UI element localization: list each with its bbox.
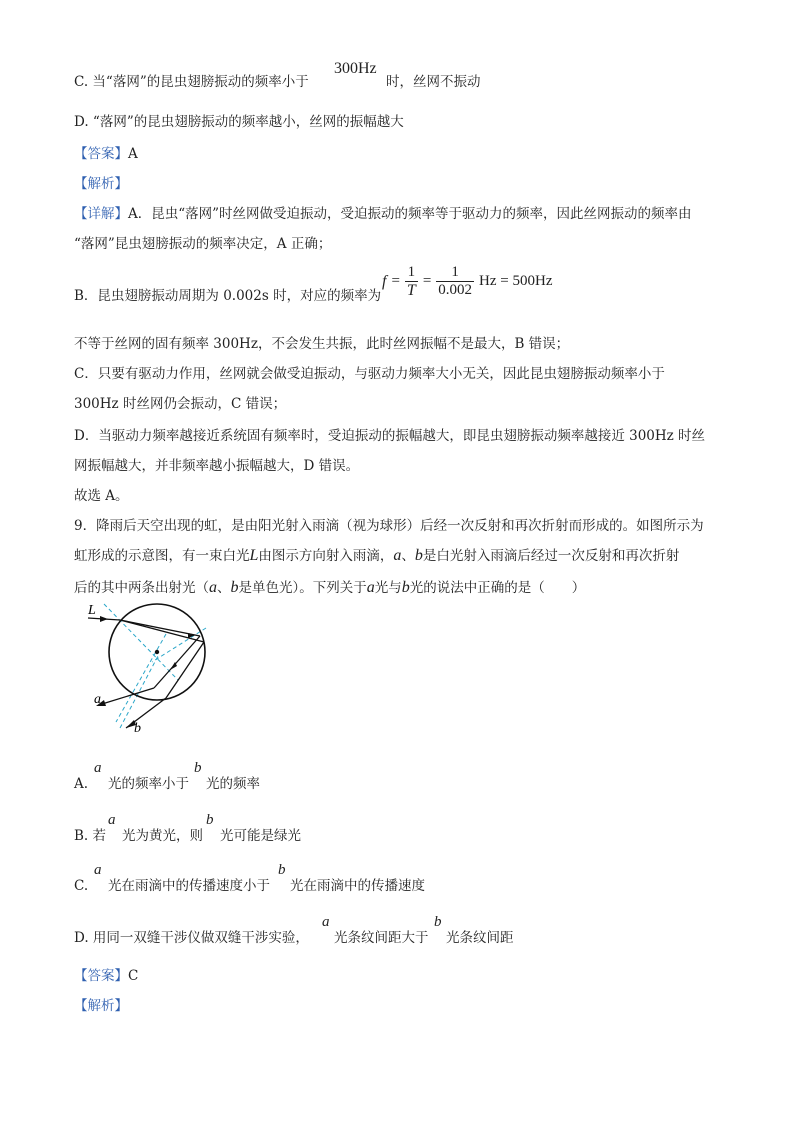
raindrop-diagram bbox=[80, 600, 220, 740]
q8-detail-a-line1 bbox=[74, 204, 692, 224]
frequency-formula bbox=[382, 264, 553, 299]
label-L: L bbox=[88, 603, 96, 618]
q9-option-a-tail: 光的频率 bbox=[206, 776, 260, 792]
stem-text: 光与 bbox=[374, 580, 402, 596]
detail-a-text: A．昆虫“落网”时丝网做受迫振动，受迫振动的频率等于驱动力的频率，因此丝网振动的频率由 bbox=[128, 206, 692, 222]
fraction-1-over-t bbox=[405, 264, 418, 299]
q9-option-d-tail: 光条纹间距 bbox=[446, 930, 514, 946]
q8-option-c-text: C. 当“落网”的昆虫翅膀振动的频率小于 bbox=[74, 74, 309, 90]
q9-analysis-tag: 【解析】 bbox=[74, 998, 128, 1014]
stem-text: 是单色光）。下列关于 bbox=[238, 580, 367, 596]
q8-answer bbox=[74, 144, 138, 164]
q8-detail-b-line2: 不等于丝网的固有频率 300Hz，不会发生共振，此时丝网振幅不是最大，B 错误； bbox=[74, 336, 570, 352]
answer-value: A bbox=[128, 146, 138, 162]
q9-option-b-text: 光为黄光，则 bbox=[122, 828, 203, 844]
q9-option-b-tail: 光可能是绿光 bbox=[220, 828, 301, 844]
stem-text: 后的其中两条出射光（ bbox=[74, 580, 209, 596]
q9-option-a-text: 光的频率小于 bbox=[108, 776, 189, 792]
var-a: a bbox=[393, 547, 402, 564]
var-b: b bbox=[194, 760, 202, 776]
q8-detail-d-line1: D．当驱动力频率越接近系统固有频率时，受迫振动的振幅越大，即昆虫翅膀振动频率越接近 300Hz 时丝 bbox=[74, 428, 706, 444]
q9-option-c-tail: 光在雨滴中的传播速度 bbox=[290, 878, 425, 894]
var-a: a bbox=[94, 760, 102, 776]
raindrop-center bbox=[155, 650, 159, 654]
q9-option-c: C. bbox=[74, 878, 89, 894]
var-a: a bbox=[322, 914, 330, 930]
q8-option-c bbox=[74, 72, 309, 92]
answer-value: C bbox=[128, 968, 139, 984]
q9-option-b: B. 若 bbox=[74, 828, 107, 844]
formula-eq: = bbox=[422, 273, 432, 289]
var-a: a bbox=[366, 579, 375, 596]
q8-option-c-tail: 时，丝网不振动 bbox=[386, 74, 481, 90]
q9-option-d-text: 光条纹间距大于 bbox=[334, 930, 429, 946]
var-b: b bbox=[206, 812, 214, 828]
fraction-denominator: T bbox=[406, 282, 416, 299]
q8-detail-c-line1: C．只要有驱动力作用，丝网就会做受迫振动，与驱动力频率大小无关，因此昆虫翅膀振动频率小于 bbox=[74, 366, 665, 382]
var-b: b bbox=[434, 914, 442, 930]
q8-detail-c-line2: 300Hz 时丝网仍会振动，C 错误； bbox=[74, 396, 287, 412]
var-b: b bbox=[278, 862, 286, 878]
q9-stem-line1: 9．降雨后天空出现的虹，是由阳光射入雨滴（视为球形）后经一次反射和再次折射而形成的。如图所示为 bbox=[74, 518, 704, 534]
q9-option-a: A. bbox=[74, 776, 89, 792]
q8-option-c-value: 300Hz bbox=[334, 60, 377, 77]
q9-option-d: D. 用同一双缝干涉仪做双缝干涉实验， bbox=[74, 930, 309, 946]
answer-tag: 【答案】 bbox=[74, 146, 128, 162]
stem-text: 虹形成的示意图，有一束白光 bbox=[74, 548, 250, 564]
formula-eq: = bbox=[391, 273, 400, 289]
var-b: b bbox=[401, 579, 410, 596]
fraction-numerator: 1 bbox=[405, 264, 418, 282]
stem-text: 由图示方向射入雨滴， bbox=[258, 548, 394, 564]
var-b: b bbox=[414, 547, 423, 564]
q9-stem-line2 bbox=[74, 546, 679, 566]
fraction-denominator: 0.002 bbox=[438, 282, 473, 298]
fraction-1-over-0002 bbox=[436, 264, 474, 299]
var-a: a bbox=[94, 862, 102, 878]
formula-result: Hz = 500Hz bbox=[479, 273, 553, 289]
q9-stem-line3 bbox=[74, 578, 585, 598]
q8-option-d: D. “落网”的昆虫翅膀振动的频率越小，丝网的振幅越大 bbox=[74, 114, 404, 130]
var-L: L bbox=[249, 547, 259, 564]
q9-answer bbox=[74, 966, 138, 986]
label-b: b bbox=[134, 721, 141, 736]
q8-detail-d-line2: 网振幅越大，并非频率越小振幅越大，D 错误。 bbox=[74, 458, 360, 474]
stem-text: 、 bbox=[217, 580, 231, 596]
light-rays bbox=[88, 618, 204, 728]
arrow-incident bbox=[100, 616, 108, 622]
label-a: a bbox=[94, 692, 101, 707]
q9-option-c-text: 光在雨滴中的传播速度小于 bbox=[108, 878, 270, 894]
answer-tag: 【答案】 bbox=[74, 968, 128, 984]
formula-f: f bbox=[382, 272, 387, 290]
stem-text: 是白光射入雨滴后经过一次反射和再次折射 bbox=[422, 548, 680, 564]
q8-conclusion: 故选 A。 bbox=[74, 488, 129, 504]
detail-tag: 【详解】 bbox=[74, 206, 128, 222]
var-a: a bbox=[108, 812, 116, 828]
q8-detail-a-line2: “落网”昆虫翅膀振动的频率决定，A 正确； bbox=[74, 236, 332, 252]
stem-text: 、 bbox=[401, 548, 415, 564]
var-b: b bbox=[230, 579, 239, 596]
q8-analysis-tag: 【解析】 bbox=[74, 176, 128, 192]
var-a: a bbox=[209, 579, 217, 596]
q8-detail-b-line1: B．昆虫翅膀振动周期为 0.002s 时，对应的频率为 bbox=[74, 288, 382, 304]
stem-text: 光的说法中正确的是（ ） bbox=[409, 580, 586, 596]
fraction-numerator: 1 bbox=[436, 264, 474, 282]
